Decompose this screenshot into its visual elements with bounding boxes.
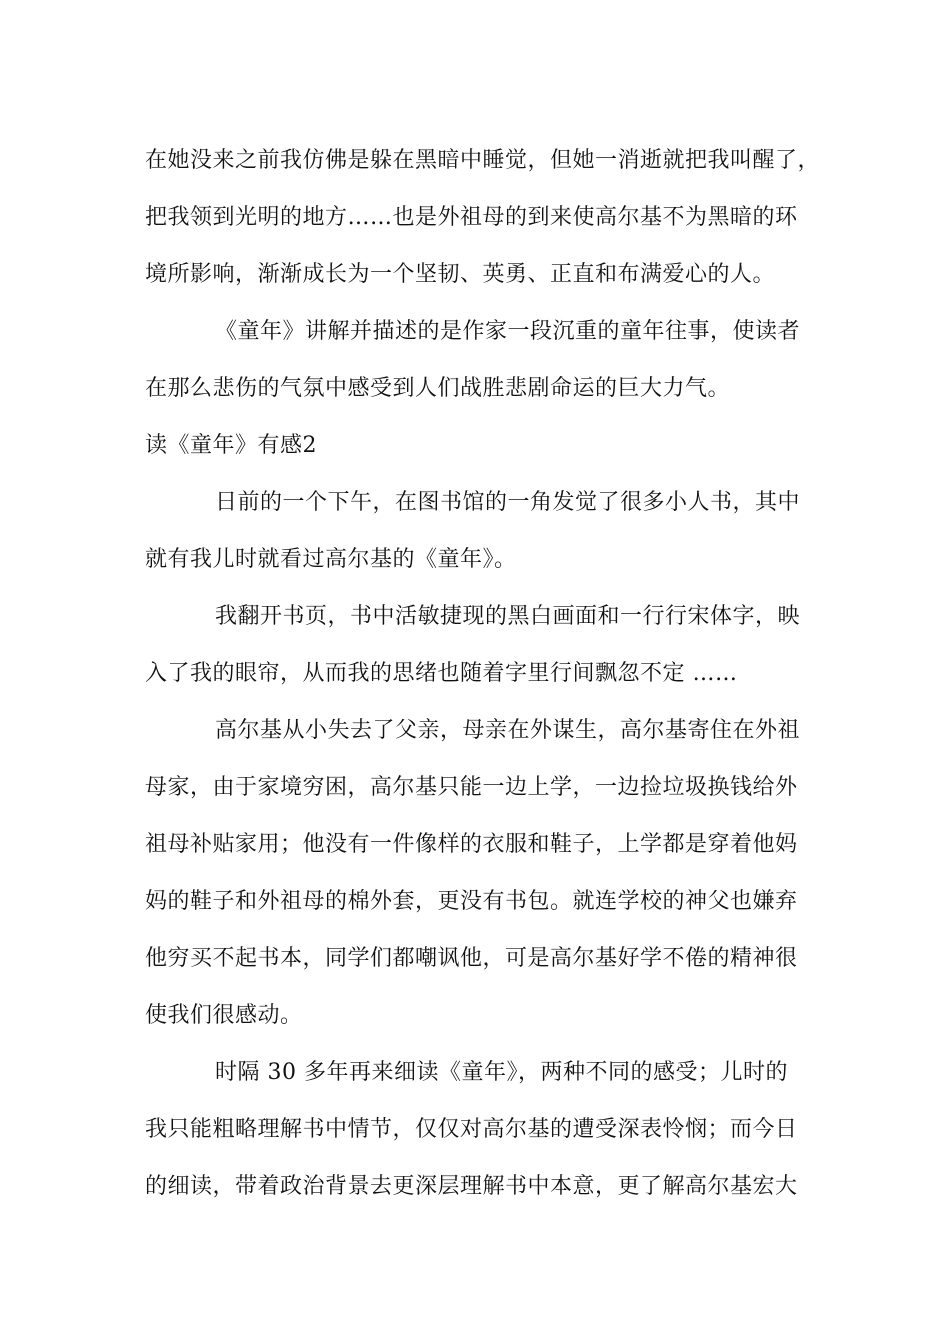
text-line: 祖母补贴家用；他没有一件像样的衣服和鞋子，上学都是穿着他妈 xyxy=(145,832,798,857)
text-line: 把我领到光明的地方……也是外祖母的到来使高尔基不为黑暗的环 xyxy=(145,205,798,230)
text-line: 《童年》讲解并描述的是作家一段沉重的童年往事，使读者 xyxy=(215,319,801,344)
text-line: 高尔基从小失去了父亲，母亲在外谋生，高尔基寄住在外祖 xyxy=(215,718,801,743)
text-line: 在那么悲伤的气氛中感受到人们战胜悲剧命运的巨大力气。 xyxy=(145,376,731,401)
text-line: 在她没来之前我仿佛是躲在黑暗中睡觉，但她一消逝就把我叫醒了， xyxy=(145,148,821,173)
text-line: 我只能粗略理解书中情节，仅仅对高尔基的遭受深表怜悯；而今日 xyxy=(145,1117,798,1142)
text-line: 妈的鞋子和外祖母的棉外套，更没有书包。就连学校的神父也嫌弃 xyxy=(145,889,798,914)
text-line: 使我们很感动。 xyxy=(145,1003,303,1028)
text-line: 入了我的眼帘，从而我的思绪也随着字里行间飘忽不定 …… xyxy=(145,661,738,686)
text-line: 时隔 30 多年再来细读《童年》，两种不同的感受；儿时的 xyxy=(215,1060,788,1085)
document-body xyxy=(145,132,821,1215)
text-line: 境所影响，渐渐成长为一个坚韧、英勇、正直和布满爱心的人。 xyxy=(145,262,776,287)
text-line: 母家，由于家境穷困，高尔基只能一边上学，一边捡垃圾换钱给外 xyxy=(145,775,798,800)
text-line: 我翻开书页，书中活敏捷现的黑白画面和一行行宋体字，映 xyxy=(215,604,801,629)
section-heading: 读《童年》有感2 xyxy=(145,433,317,458)
text-line: 的细读，带着政治背景去更深层理解书中本意，更了解高尔基宏大 xyxy=(145,1174,798,1199)
text-line: 就有我儿时就看过高尔基的《童年》。 xyxy=(145,547,517,572)
text-line: 他穷买不起书本，同学们都嘲讽他，可是高尔基好学不倦的精神很 xyxy=(145,946,798,971)
text-line: 日前的一个下午，在图书馆的一角发觉了很多小人书，其中 xyxy=(215,490,801,515)
